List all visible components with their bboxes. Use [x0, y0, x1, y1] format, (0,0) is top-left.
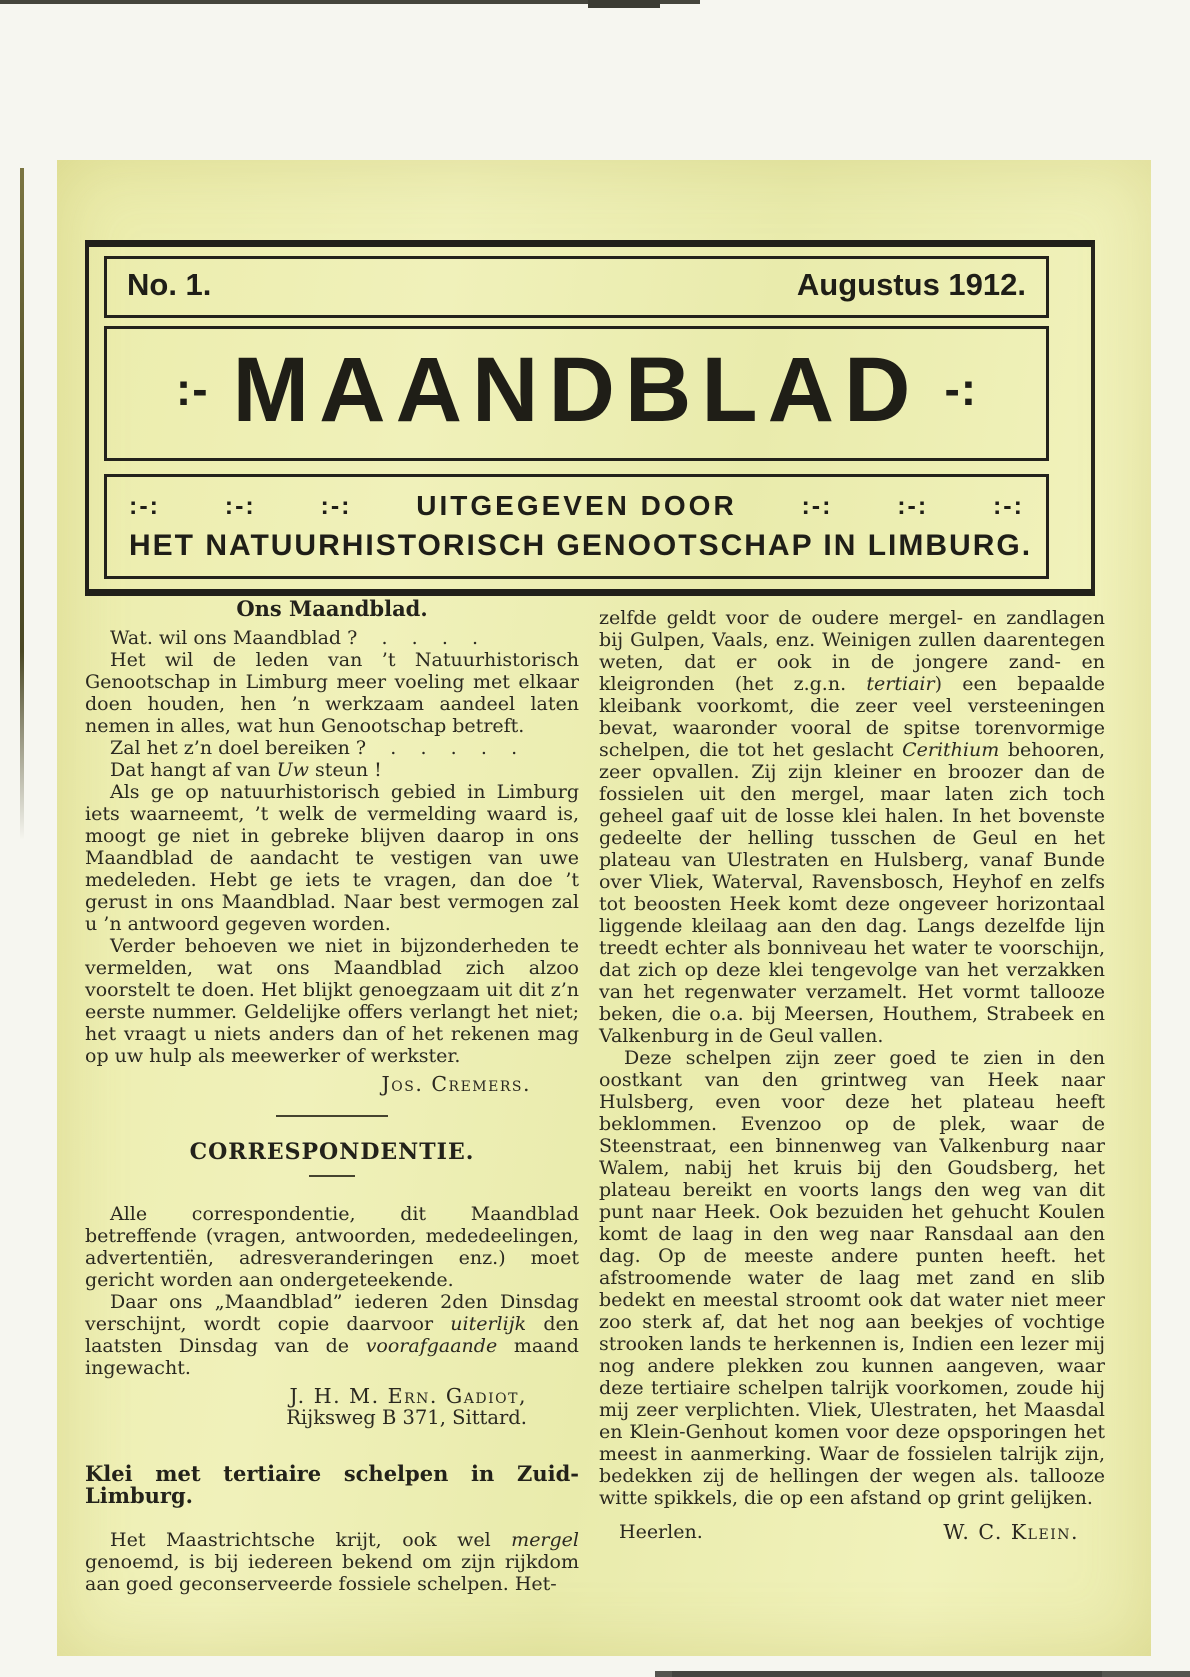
- signature-place: Heerlen.: [619, 1521, 703, 1543]
- left-column: [85, 598, 579, 1595]
- ornament-mark: :-:: [992, 491, 1024, 520]
- publisher-name: HET NATUURHISTORISCH GENOOTSCHAP IN LIMBURG.: [129, 529, 1033, 562]
- signature-cremers: Jos. Cremers.: [381, 1072, 531, 1096]
- publisher-line-1: [129, 490, 1024, 522]
- journal-title: MAANDBLAD: [232, 339, 921, 441]
- article-heading-klei: Klei met tertiaire schelpen in Zuid-Limburg.: [85, 1461, 579, 1508]
- ornament-mark: :-:: [129, 491, 160, 520]
- ornament-mark: :-:: [801, 491, 833, 520]
- signature-klein: W. C. Klein.: [943, 1520, 1079, 1544]
- paragraph: zelfde geldt voor de oudere mergel- en zandlagen bij Gulpen, Vaals, enz. Weinigen zullen daarentegen weten, dat er ook in de jongere zand- en kleigronden (het z.g.n. tertiair) een bepaalde kleibank voorkomt, die zeer veel versteeningen bevat, waaronder vooral de spitse torenvormige schelpen, die tot het geslacht Cerithium behooren, zeer opvallen. Zij zijn kleiner en broozer dan de fossielen uit den mergel, maar laten zich toch geheel gaaf uit de losse klei halen. In het bovenste gedeelte der helling tusschen de Geul en het plateau van Ulestraten en Hulsberg, vanaf Bunde over Vliek, Waterval, Ravensbosch, Heyhof en zelfs tot beoosten Heek komt deze ongeveer horizontaal liggende kleilaag aan den dag. Langs dezelfde lijn treedt echter als bonniveau het water te voorschijn, dat zich op deze klei tengevolge van het verzakken van het regenwater verzamelt. Het vormt tallooze beken, die o.a. bij Meersen, Houthem, Strabeek en Valkenburg in de Geul vallen.: [599, 607, 1105, 1047]
- paragraph: Wat. wil ons Maandblad ? . . . .: [110, 627, 479, 649]
- section-divider-rule: [276, 1115, 388, 1117]
- article-body-klei: [85, 1529, 579, 1595]
- paragraph: Als ge op natuurhistorisch gebied in Limburg iets waarneemt, ’t welk de vermelding waard is, moogt ge niet in gebreke blijven daarop in ons Maandblad de aandacht te vestigen van uwe medeleden. Hebt ge iets te vragen, dan doe ’t gerust in ons Maandblad. Naar best vermogen zal u ’n antwoord gegeven worden.: [85, 781, 579, 935]
- signature-gadiot-name: J. H. M. Ern. Gadiot,: [289, 1384, 527, 1408]
- article-heading-ons-maandblad: Ons Maandblad.: [236, 596, 428, 621]
- article-body-continued: [599, 607, 1105, 1509]
- paragraph: Het Maastrichtsche krijt, ook wel mergel genoemd, is bij iedereen bekend om zijn rijkdom aan goed geconserveerde fossiele schelpen. Het-: [85, 1529, 579, 1595]
- issue-date: Augustus 1912.: [796, 267, 1026, 302]
- ornament-mark: :-:: [320, 491, 352, 520]
- scan-binding-shadow: [20, 168, 24, 840]
- paragraph: Deze schelpen zijn zeer goed te zien in den oostkant van den grintweg van Heek naar Hulsberg, even voor deze het plateau heeft beklommen. Evenzoo op de plek, waar de Steenstraat, een binnenweg van Valkenburg naar Walem, nabij het kruis bij den Goudsberg, het plateau bereikt en voorts langs den weg van dit punt naar Heek. Ook bezuiden het gehucht Koulen komt de laag in den weg naar Ransdaal aan den dag. Op de meeste andere punten heeft. het afstroomende water de laag met zand en slib bedekt en meestal stroomt ook dat water niet meer zoo sterk af, dat het nog aan beekjes of vochtige strooken lands te herkennen is, Indien een lezer mij nog andere plekken zou kunnen aangeven, waar deze tertiaire schelpen talrijk voorkomen, zoude hij mij zeer verplichten. Vliek, Ulestraten, het Maasdal en Klein-Genhout komen voor deze opsporingen het meest in aanmerking. Waar de fossielen talrijk zijn, bedekken zij de hellingen der wegen als. tallooze witte spikkels, die op een afstand op grint gelijken.: [599, 1047, 1105, 1509]
- publisher-box: [104, 474, 1049, 579]
- signature-gadiot: [85, 1385, 579, 1429]
- paragraph: Verder behoeven we niet in bijzonderheden te vermelden, wat ons Maandblad zich alzoo voorstelt te doen. Het blijkt genoegzaam uit dit z’n eerste nummer. Geldelijke offers verlangt het niet; het vraagt u niets anders dan of het rekenen mag op uw hulp als meewerker of werkster.: [85, 935, 579, 1067]
- scan-bottom-edge-bar-dark: [672, 1671, 1102, 1677]
- paragraph: Het wil de leden van ’t Natuurhistorisch Genootschap in Limburg meer voeling met elkaar doen houden, hen ’n werkzaam aandeel laten nemen in alles, wat hun Genootschap betreft.: [85, 649, 579, 737]
- article-body-correspondentie: [85, 1203, 579, 1379]
- issue-number: No. 1.: [127, 267, 212, 302]
- heading-underline-rule: [309, 1175, 355, 1177]
- title-box: [104, 326, 1049, 461]
- paragraph: Dat hangt af van Uw steun !: [110, 759, 382, 781]
- issue-box: [104, 256, 1049, 318]
- paragraph: Daar ons „Maandblad” iederen 2den Dinsdag verschijnt, wordt copie daarvoor uiterlijk den laatsten Dinsdag van de voorafgaande maand ingewacht.: [85, 1291, 580, 1379]
- article-body-ons-maandblad: [85, 627, 579, 1067]
- title-ornament-right: -:: [944, 363, 978, 415]
- journal-page: [57, 160, 1151, 1656]
- article-heading-correspondentie: CORRESPONDENTIE.: [189, 1139, 475, 1165]
- signature-gadiot-address: Rijksweg B 371, Sittard.: [286, 1406, 527, 1429]
- signature-row: [599, 1521, 1105, 1543]
- ornament-mark: :-:: [897, 491, 929, 520]
- title-ornament-left: :-: [175, 363, 209, 415]
- paragraph: Alle correspondentie, dit Maandblad betreffende (vragen, antwoorden, mededeelingen, advertentiën, adresveranderingen enz.) moet gericht worden aan ondergeteekende.: [85, 1203, 579, 1291]
- scan-top-edge-notch: [588, 0, 660, 8]
- right-column: [599, 607, 1105, 1543]
- ornament-mark: :-:: [224, 491, 256, 520]
- published-by-label: UITGEGEVEN DOOR: [416, 490, 737, 521]
- masthead: [85, 240, 1095, 596]
- paragraph: Zal het z’n doel bereiken ? . . . . .: [110, 737, 518, 759]
